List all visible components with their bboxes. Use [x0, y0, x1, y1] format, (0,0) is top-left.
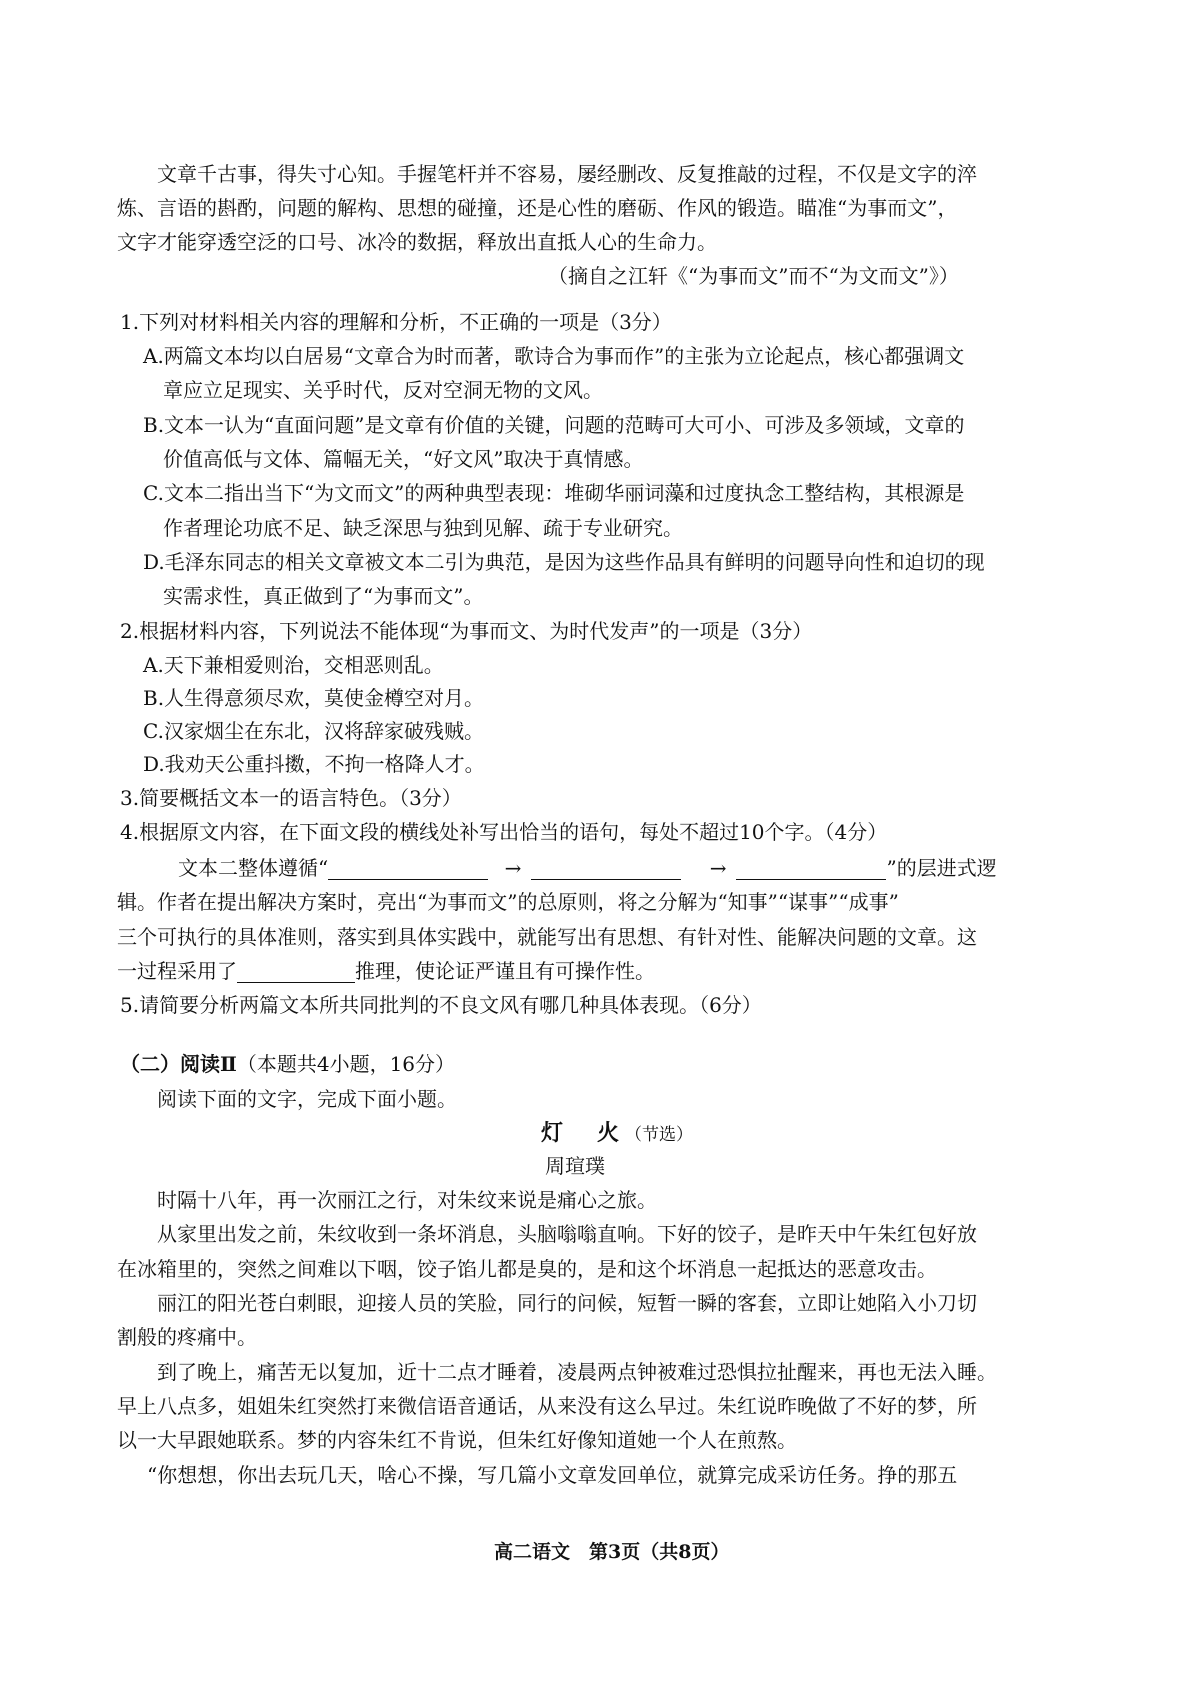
- question-1-stem: 1.下列对材料相关内容的理解和分析，不正确的一项是（3分）: [120, 310, 672, 334]
- story-title: 灯 火（节选）: [541, 1120, 694, 1146]
- page-footer: 高二语文 第3页（共8页）: [494, 1541, 730, 1563]
- q2-option-c: C.汉家烟尘在东北，汉将辞家破残贼。: [143, 719, 484, 743]
- story-line: 早上八点多，姐姐朱红突然打来微信语音通话，从来没有这么早过。朱红说昨晚做了不好的梦，所: [117, 1394, 977, 1418]
- q1-option-a: A.两篇文本均以白居易“文章合为时而著，歌诗合为事而作”的主张为立论起点，核心都强调文: [143, 344, 965, 368]
- q4-text-line: 三个可执行的具体准则，落实到具体实践中，就能写出有思想、有针对性、能解决问题的文章。这: [117, 925, 977, 949]
- story-author: 周瑄璞: [545, 1154, 605, 1178]
- answer-blank-1[interactable]: [328, 857, 488, 880]
- q4-text-line: 一过程采用了 推理，使论证严谨且有可操作性。: [117, 959, 655, 983]
- q4-text-line: 辑。作者在提出解决方案时，亮出“为事而文”的总原则，将之分解为“知事”“谋事”“成事”: [117, 890, 899, 914]
- answer-blank-2[interactable]: [531, 857, 681, 880]
- question-4-stem: 4.根据原文内容，在下面文段的横线处补写出恰当的语句，每处不超过10个字。（4分）: [120, 820, 888, 844]
- q1-option-b-cont: 价值高低与文体、篇幅无关，“好文风”取决于真情感。: [163, 447, 644, 471]
- passage-line: 文字才能穿透空泛的口号、冰冷的数据，释放出直抵人心的生命力。: [117, 230, 717, 254]
- q2-option-a: A.天下兼相爱则治，交相恶则乱。: [143, 653, 444, 677]
- story-line: 以一大早跟她联系。梦的内容朱红不肯说，但朱红好像知道她一个人在煎熬。: [117, 1428, 797, 1452]
- answer-blank-3[interactable]: [736, 857, 886, 880]
- q1-option-b: B.文本一认为“直面问题”是文章有价值的关键，问题的范畴可大可小、可涉及多领域，文章的: [143, 413, 965, 437]
- q1-option-c-cont: 作者理论功底不足、缺乏深思与独到见解、疏于专业研究。: [163, 516, 683, 540]
- q4-fill-line: 文本二整体遵循“ → → ”的层进式逻: [178, 856, 997, 880]
- arrow-icon: →: [504, 856, 522, 880]
- q2-option-b: B.人生得意须尽欢，莫使金樽空对月。: [143, 686, 485, 710]
- q1-option-d-cont: 实需求性，真正做到了“为事而文”。: [163, 584, 484, 608]
- arrow-icon: →: [709, 856, 727, 880]
- question-5-stem: 5.请简要分析两篇文本所共同批判的不良文风有哪几种具体表现。（6分）: [120, 993, 762, 1017]
- question-2-stem: 2.根据材料内容，下列说法不能体现“为事而文、为时代发声”的一项是（3分）: [120, 619, 813, 643]
- story-paragraph: 时隔十八年，再一次丽江之行，对朱纹来说是痛心之旅。: [157, 1188, 657, 1212]
- story-line: 割般的疼痛中。: [117, 1325, 257, 1349]
- passage-line: 炼、言语的斟酌，问题的解构、思想的碰撞，还是心性的磨砺、作风的锻造。瞄准“为事而文”，: [117, 196, 958, 220]
- answer-blank-4[interactable]: [237, 960, 355, 983]
- section-instruction: 阅读下面的文字，完成下面小题。: [157, 1087, 457, 1111]
- story-paragraph: 丽江的阳光苍白刺眼，迎接人员的笑脸，同行的问候，短暂一瞬的客套，立即让她陷入小刀切: [157, 1291, 977, 1315]
- q2-option-d: D.我劝天公重抖擞，不拘一格降人才。: [143, 752, 485, 776]
- q1-option-d: D.毛泽东同志的相关文章被文本二引为典范，是因为这些作品具有鲜明的问题导向性和迫切的现: [143, 550, 985, 574]
- passage-line: 文章千古事，得失寸心知。手握笔杆并不容易，屡经删改、反复推敲的过程，不仅是文字的淬: [157, 162, 977, 186]
- q1-option-a-cont: 章应立足现实、关乎时代，反对空洞无物的文风。: [163, 378, 603, 402]
- story-line: 在冰箱里的，突然之间难以下咽，饺子馅儿都是臭的，是和这个坏消息一起抵达的恶意攻击。: [117, 1257, 937, 1281]
- story-paragraph: 到了晚上，痛苦无以复加，近十二点才睡着，凌晨两点钟被难过恐惧拉扯醒来，再也无法入睡。: [157, 1360, 997, 1384]
- q1-option-c: C.文本二指出当下“为文而文”的两种典型表现：堆砌华丽词藻和过度执念工整结构，其根源是: [143, 481, 965, 505]
- section-heading: （二）阅读Ⅱ（本题共4小题，16分）: [120, 1052, 456, 1076]
- story-paragraph: “你想想，你出去玩几天，啥心不操，写几篇小文章发回单位，就算完成采访任务。挣的那五: [147, 1463, 958, 1487]
- passage-source: （摘自之江轩《“为事而文”而不“为文而文”》）: [548, 264, 959, 288]
- story-paragraph: 从家里出发之前，朱纹收到一条坏消息，头脑嗡嗡直响。下好的饺子，是昨天中午朱红包好放: [157, 1222, 977, 1246]
- question-3-stem: 3.简要概括文本一的语言特色。（3分）: [120, 786, 462, 810]
